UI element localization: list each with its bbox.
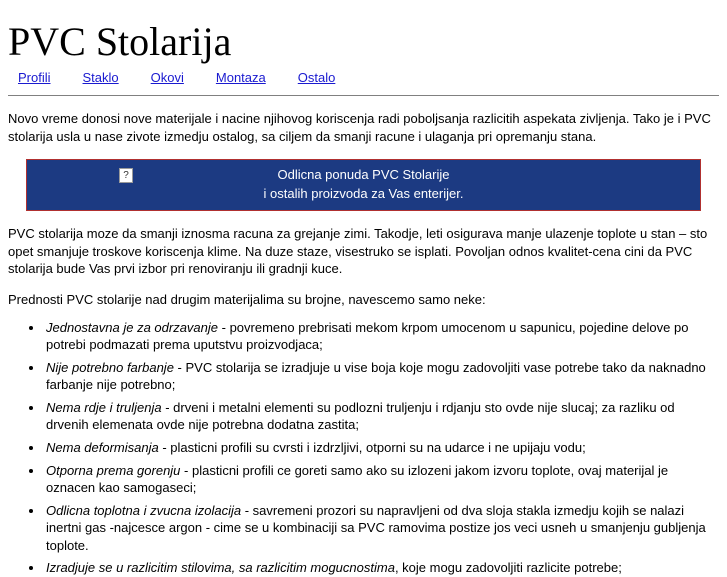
feature-text: - PVC stolarija se izradjuje u vise boja koje mogu zadovoljiti vase potrebe tako da naknadno farbanje nije potrebno; [46,359,706,393]
list-item [44,319,719,354]
feature-title: Nije potrebno farbanje [46,359,174,375]
header-divider [8,95,719,96]
feature-title: Jednostavna je za odrzavanje [46,319,219,335]
feature-text: - plasticni profili ce goreti samo ako su izlozeni jakom izvoru toplote, ovaj materijal je oznacen kao samogaseci; [46,462,669,496]
savings-paragraph: PVC stolarija moze da smanji iznosma racuna za grejanje zimi. Takodje, leti osigurava manje ulazenje toplote u stan – sto opet smanjuje troskove koriscenja klime. Na duze staze, visestruko se isplati. Povoljan odnos kvalitet-cena cini da PVC stolarija bude Vas prvi izbor pri renoviranju ili gradnji kuce. [8,226,708,277]
list-item [44,502,719,555]
feature-title: Izradjuje se u razlicitim stilovima, sa razlicitim mogucnostima [46,560,395,576]
feature-text: , koje mogu zadovoljiti razlicite potrebe; [394,560,622,576]
feature-title: Nema rdje i truljenja [46,399,162,415]
promo-banner-line1: Odlicna ponuda PVC Stolarije [277,167,450,183]
nav-link-okovi[interactable]: Okovi [150,70,184,85]
nav-link-ostalo[interactable]: Ostalo [297,70,336,85]
page-title: PVC Stolarija [8,19,232,64]
features-list [8,319,719,577]
feature-title: Odlicna toplotna i zvucna izolacija [46,502,242,518]
features-intro: Prednosti PVC stolarije nad drugim materijalima su brojne, navescemo samo neke: [8,291,486,307]
list-item [44,462,719,497]
list-item [44,439,719,457]
feature-title: Otporna prema gorenju [46,462,181,478]
intro-paragraph: Novo vreme donosi nove materijale i nacine njihovog koriscenja radi poboljsanja razlicitih aspekata zivljenja. Tako je i PVC stolarija usla u nase zivote izmedju ostalog, sa ciljem da smanji racune i ulaganja pri opremanju stana. [8,111,711,144]
broken-image-icon: ? [119,168,133,183]
promo-banner[interactable] [26,159,701,211]
main-navigation [8,70,719,85]
feature-text: - povremeno prebrisati mekom krpom umocenom u sapunicu, pojedine delove po potrebi podmazati prema uputstvu proizvodjaca; [46,319,689,353]
list-item [44,559,719,577]
feature-title: Nema deformisanja [46,440,159,456]
list-item [44,359,719,394]
promo-banner-line2: i ostalih proizvoda za Vas enterijer. [263,186,464,202]
nav-link-staklo[interactable]: Staklo [82,70,119,85]
feature-text: - savremeni prozori su napravljeni od dva sloja stakla izmedju kojih se nalazi inertni gas -najcesce argon - cime se u kombinaciji sa PVC ramovima postize jos veci usneh u smanjenju gubljenja toplote. [46,502,706,553]
feature-text: - drveni i metalni elementi su podlozni truljenju i rdjanju sto ovde nije slucaj; za razliku od drvenih elemenata ovde nije potrebna dodatna zastita; [46,399,675,433]
list-item [44,399,719,434]
promo-banner-text [264,166,464,204]
nav-link-montaza[interactable]: Montaza [215,70,266,85]
feature-text: - plasticni profili su cvrsti i izdrzljivi, otporni su na udarce i ne upijaju vodu; [158,440,586,456]
nav-link-profili[interactable]: Profili [18,70,51,85]
